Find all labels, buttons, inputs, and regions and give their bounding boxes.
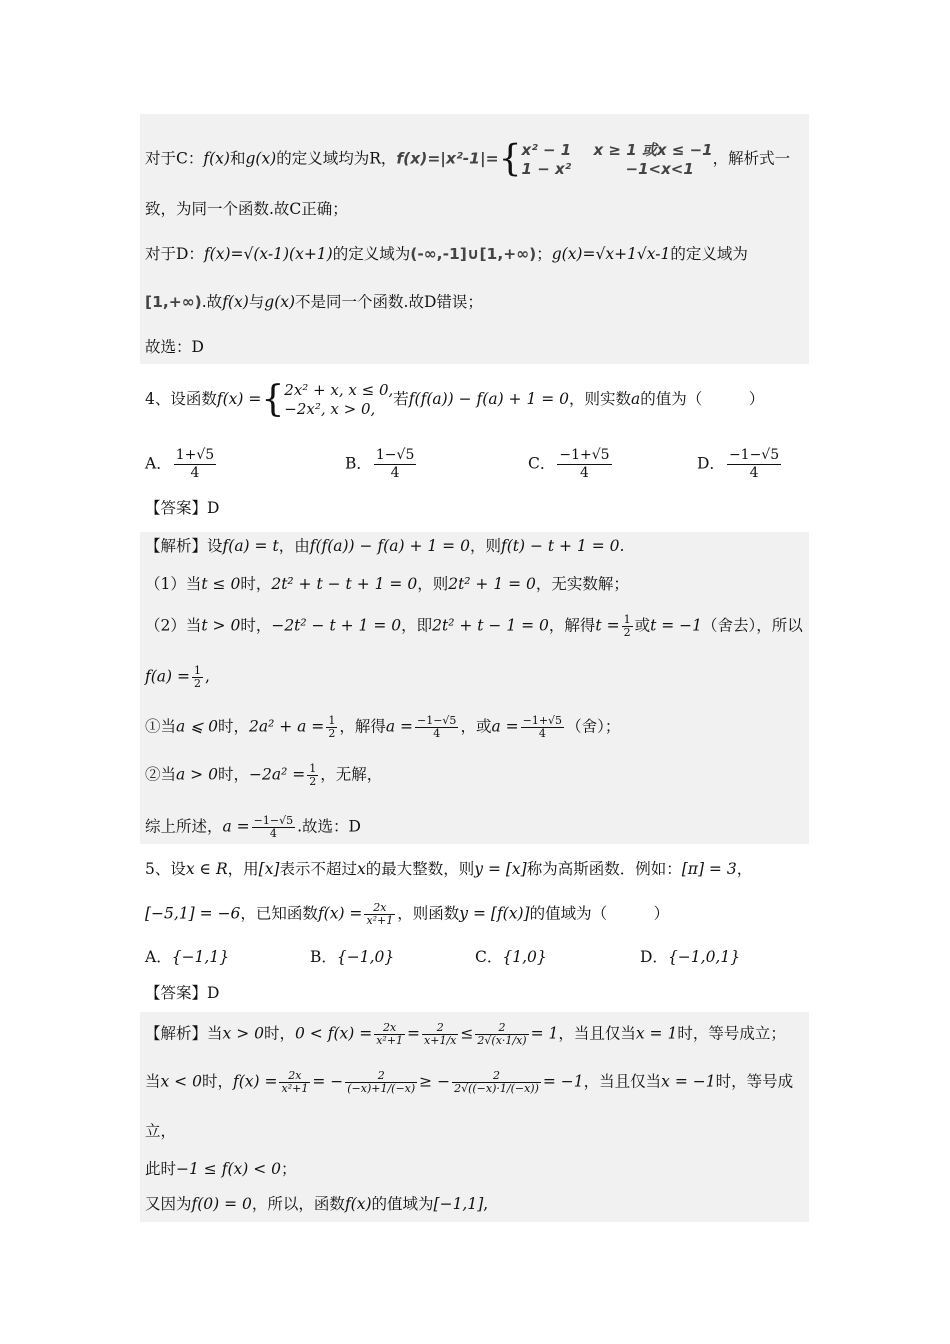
option-letter: C． <box>475 948 503 966</box>
math: a = <box>385 717 413 736</box>
fraction <box>452 1070 541 1095</box>
math: 2a² + a = <box>248 717 325 736</box>
option-letter: A． <box>145 948 172 966</box>
option-b[interactable] <box>345 447 418 482</box>
text: .故选：D <box>297 817 361 836</box>
math: −1 ≤ f(x) < 0 <box>176 1160 281 1178</box>
text: 时， <box>217 717 249 736</box>
math: f(x) = <box>216 390 262 408</box>
math: ≥ − <box>419 1072 451 1091</box>
denominator: 4 <box>580 465 589 481</box>
math: t = <box>595 616 620 635</box>
math: a = <box>222 817 250 836</box>
numerator: 1 <box>194 664 201 677</box>
text: ，无实数解； <box>535 575 629 593</box>
math: 2t² + 1 = 0 <box>448 575 536 593</box>
fraction <box>279 1070 310 1095</box>
math: f(a) = <box>145 667 190 686</box>
text: 时， <box>240 616 272 635</box>
text: （舍去），所以 <box>702 616 803 635</box>
math: t ≤ 0 <box>201 575 241 593</box>
denominator: 4 <box>749 465 759 481</box>
text: 时，等号成 <box>715 1072 794 1091</box>
text: ，当且仅当 <box>583 1072 662 1091</box>
fraction <box>521 715 564 740</box>
numerator: 2 <box>345 1070 417 1083</box>
text: 设 <box>207 537 223 555</box>
math: x = −1 <box>661 1072 716 1091</box>
answer-line <box>145 497 219 519</box>
math: x = 1 <box>635 1024 678 1043</box>
denominator: 2 <box>309 775 317 788</box>
fraction <box>727 447 781 482</box>
option-c[interactable] <box>475 945 547 967</box>
solution-c-line-1 <box>145 140 790 179</box>
fraction <box>307 763 318 788</box>
text: （2）当 <box>145 616 202 635</box>
piecewise <box>284 381 393 419</box>
denominator: 4 <box>538 727 546 740</box>
text: ，则实数 <box>569 390 632 408</box>
math: [π] = 3 <box>681 860 737 878</box>
solution-d-line-2 <box>145 291 483 313</box>
text: ，则函数 <box>397 904 460 923</box>
text: 此时 <box>145 1160 177 1178</box>
math: ≤ <box>460 1024 474 1043</box>
text: 与 <box>248 293 265 311</box>
option-b[interactable] <box>310 945 394 967</box>
option-d[interactable] <box>697 447 783 482</box>
math: g(x) <box>264 293 296 311</box>
text: ，无解， <box>320 765 383 784</box>
text: ，解析式一 <box>712 149 791 168</box>
case-1-cond: x ≥ 1 或x ≤ −1 <box>593 140 713 159</box>
math: t > 0 <box>201 616 241 635</box>
domain-image: (-∞,-1]∪[1,+∞) <box>410 245 537 263</box>
text: ； <box>280 1160 297 1178</box>
math: g(x)=√x+1√x-1 <box>551 245 671 263</box>
analysis-4-line-5 <box>145 715 620 740</box>
text: 又因为 <box>145 1195 192 1213</box>
math: = −1 <box>542 1072 584 1091</box>
option-text: {−1,1} <box>171 948 230 966</box>
math: g(x) <box>245 149 277 168</box>
math: f(x) = <box>232 1072 278 1091</box>
math: 2t² + t − t + 1 = 0 <box>271 575 418 593</box>
option-text: {1,0} <box>502 948 547 966</box>
text: ，解得 <box>548 616 596 635</box>
denominator: x²+1 <box>281 1082 309 1095</box>
text: 当 <box>145 1072 161 1091</box>
text: 时， <box>263 1024 295 1043</box>
analysis-5-line-3 <box>145 1120 176 1142</box>
math: f(x) <box>203 149 230 168</box>
math: y = [f(x)] <box>459 904 530 923</box>
answer-line <box>145 982 219 1004</box>
text: （1）当 <box>145 575 202 593</box>
text: 若 <box>393 390 409 408</box>
fraction <box>192 665 203 690</box>
text: 的定义域均为R， <box>276 149 397 168</box>
text: 【答案】D <box>145 984 220 1002</box>
text: 的值为（ ） <box>640 390 765 408</box>
text: 的定义域为 <box>332 245 411 263</box>
math: f(0) = 0 <box>191 1195 252 1213</box>
math: y = [x] <box>474 860 527 878</box>
text: ，即 <box>401 616 433 635</box>
analysis-4-line-1 <box>145 535 624 557</box>
text: 的最大整数，则 <box>365 860 475 878</box>
text: ，已知函数 <box>240 904 318 923</box>
math: x > 0 <box>222 1024 264 1043</box>
denominator: 2√(x·1/x) <box>477 1034 527 1047</box>
text: 致，为同一个函数.故C正确； <box>145 200 348 218</box>
fraction <box>422 1022 458 1047</box>
text: 不是同一个函数.故D错误； <box>295 293 483 311</box>
fraction <box>622 614 633 639</box>
analysis-5-line-5 <box>145 1193 488 1215</box>
fraction <box>374 1022 405 1047</box>
math: a = <box>491 717 519 736</box>
math: = <box>407 1024 421 1043</box>
question-5-stem-1 <box>145 858 752 880</box>
text: ，所以，函数 <box>251 1195 345 1213</box>
text: ，由 <box>278 537 310 555</box>
question-4-stem <box>145 381 764 419</box>
math: [x] <box>258 860 280 878</box>
text: ，解得 <box>339 717 386 736</box>
fraction <box>326 715 337 740</box>
numerator: 1 <box>309 762 317 775</box>
math: 2t² + t − 1 = 0 <box>432 616 549 635</box>
math: x <box>357 860 366 878</box>
numerator: 2x <box>279 1070 310 1083</box>
math: t = −1 <box>650 616 703 635</box>
denominator: 2√((−x)·1/(−x)) <box>454 1082 539 1095</box>
denominator: 2 <box>623 626 631 639</box>
math: x < 0 <box>160 1072 202 1091</box>
math: [−5,1] = −6 <box>145 904 241 923</box>
text: 时， <box>217 765 249 784</box>
domain-image: [1,+∞) <box>145 293 202 311</box>
numerator: 2x <box>374 1022 405 1035</box>
text: 的值域为 <box>371 1195 434 1213</box>
numerator: 2 <box>422 1022 458 1035</box>
math: f(t) − t + 1 = 0. <box>500 537 625 555</box>
math: f(x) = <box>317 904 363 923</box>
text: 【解析】 <box>145 1024 208 1043</box>
option-letter: B． <box>310 948 337 966</box>
math: f(x) <box>344 1195 372 1213</box>
brace-icon: { <box>261 379 285 420</box>
text: 故选：D <box>145 338 204 356</box>
math: 0 < f(x) = <box>295 1024 373 1043</box>
denominator: 4 <box>390 465 400 481</box>
text: 综上所述， <box>145 817 223 836</box>
analysis-4-line-7 <box>145 815 361 840</box>
fraction <box>374 447 416 482</box>
denominator: x²+1 <box>376 1034 404 1047</box>
denominator: 4 <box>269 827 277 840</box>
text: 和 <box>229 149 246 168</box>
denominator: 2 <box>194 677 201 690</box>
option-a[interactable] <box>145 447 218 482</box>
math: x ∈ R <box>185 860 228 878</box>
solution-c-line-2 <box>145 198 348 220</box>
analysis-5-line-4 <box>145 1158 297 1180</box>
analysis-4-line-2 <box>145 573 629 595</box>
math: a ⩽ 0 <box>176 717 218 736</box>
fraction <box>557 447 611 482</box>
text: 【答案】D <box>145 499 220 517</box>
fraction <box>174 447 216 482</box>
brace-icon: { <box>498 138 522 180</box>
case-2-cond: −1<x<1 <box>625 160 694 178</box>
text: , <box>205 667 210 686</box>
numerator: 1+√5 <box>175 447 215 463</box>
text: 或 <box>634 616 651 635</box>
abs-formula-image: f(x)=|x²-1|= <box>396 149 499 168</box>
option-letter: C． <box>528 454 556 473</box>
text: ②当 <box>145 765 177 784</box>
text: 的值域为（ ） <box>529 904 670 923</box>
text: ①当 <box>145 717 177 736</box>
text: ，则 <box>417 575 449 593</box>
text: 时， <box>201 1072 233 1091</box>
text: ； <box>536 245 552 263</box>
analysis-4-line-3 <box>145 614 803 639</box>
numerator: −1−√5 <box>416 714 457 727</box>
text: 立， <box>145 1122 177 1140</box>
text: 表示不超过 <box>279 860 357 878</box>
math: f(f(a)) − f(a) + 1 = 0 <box>309 537 470 555</box>
numerator: 1−√5 <box>375 447 415 463</box>
text: 对于C： <box>145 149 204 168</box>
math: f(x) <box>222 293 249 311</box>
text: .故 <box>201 293 223 311</box>
math: a > 0 <box>176 765 218 784</box>
math: f(x)=√(x-1)(x+1) <box>203 245 333 263</box>
option-letter: A． <box>145 454 172 473</box>
fraction <box>475 1022 528 1047</box>
analysis-5-line-1 <box>145 1022 786 1047</box>
denominator: 4 <box>190 465 200 481</box>
numerator: −1−√5 <box>253 814 294 827</box>
math: [−1,1] <box>433 1195 484 1213</box>
case-2: 1 − x² <box>521 160 572 178</box>
numerator: 1 <box>623 613 631 626</box>
option-letter: B． <box>345 454 372 473</box>
numerator: 2x <box>364 902 395 915</box>
analysis-5-line-2 <box>145 1070 793 1095</box>
text: 4、设函数 <box>145 390 217 408</box>
fraction <box>364 902 395 927</box>
math: = − <box>312 1072 344 1091</box>
option-c[interactable] <box>528 447 614 482</box>
option-a[interactable] <box>145 945 229 967</box>
numerator: 1 <box>328 714 336 727</box>
option-text: {−1,0,1} <box>667 948 741 966</box>
denominator: x²+1 <box>366 914 394 927</box>
option-letter: D． <box>697 454 725 473</box>
math: −2t² − t + 1 = 0 <box>271 616 402 635</box>
choice-line <box>145 336 204 358</box>
text: , <box>483 1195 489 1213</box>
case-1: x² − 1 <box>521 140 572 159</box>
text: 5、设 <box>145 860 186 878</box>
option-letter: D． <box>640 948 668 966</box>
text: ，则 <box>469 537 501 555</box>
text: ，或 <box>460 717 492 736</box>
numerator: 2 <box>452 1070 541 1083</box>
text: ，当且仅当 <box>558 1024 636 1043</box>
math: a <box>631 390 641 408</box>
denominator: 2 <box>328 727 336 740</box>
text: 称为高斯函数．例如： <box>526 860 682 878</box>
numerator: −1−√5 <box>728 447 780 463</box>
fraction <box>345 1070 417 1095</box>
denominator: x+1/x <box>424 1034 457 1047</box>
case-2: −2x², x > 0, <box>284 400 376 418</box>
math: f(a) = t <box>222 537 279 555</box>
text: （舍）； <box>566 717 621 736</box>
denominator: 4 <box>433 727 441 740</box>
text: 时， <box>240 575 272 593</box>
math: f(f(a)) − f(a) + 1 = 0 <box>408 390 570 408</box>
fraction <box>252 815 295 840</box>
text: ，用 <box>227 860 259 878</box>
text: 当 <box>207 1024 223 1043</box>
text: 时，等号成立； <box>677 1024 786 1043</box>
piecewise <box>522 140 713 179</box>
numerator: 2 <box>475 1022 528 1035</box>
math: = 1 <box>530 1024 559 1043</box>
analysis-4-line-4 <box>145 665 210 690</box>
numerator: −1+√5 <box>522 714 563 727</box>
text: 对于D： <box>145 245 204 263</box>
case-1: 2x² + x, x ≤ 0, <box>284 381 394 399</box>
option-text: {−1,0} <box>336 948 395 966</box>
denominator: (−x)+1/(−x) <box>347 1082 416 1095</box>
solution-d-line-1 <box>145 243 748 265</box>
analysis-4-line-6 <box>145 763 382 788</box>
question-5-stem-2 <box>145 902 669 927</box>
fraction <box>415 715 458 740</box>
math: −2a² = <box>248 765 306 784</box>
option-d[interactable] <box>640 945 740 967</box>
text: ， <box>736 860 753 878</box>
text: 的定义域为 <box>670 245 748 263</box>
numerator: −1+√5 <box>559 447 610 463</box>
text: 【解析】 <box>145 537 208 555</box>
